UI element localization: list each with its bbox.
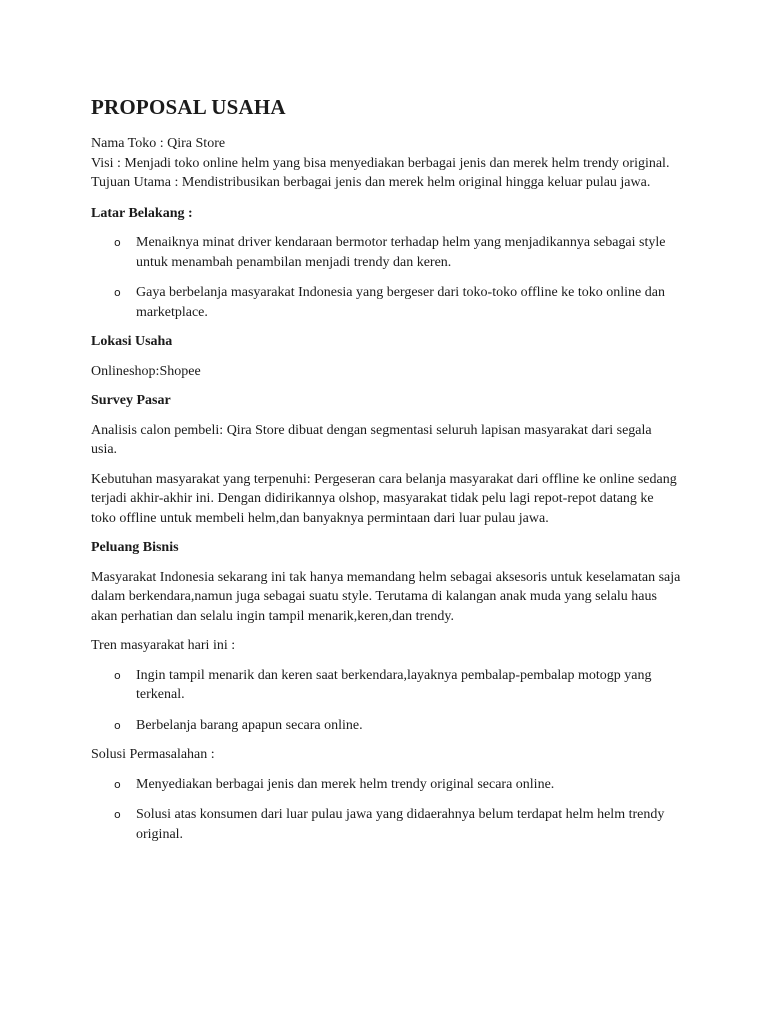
list-item-text: Gaya berbelanja masyarakat Indonesia yang bergeser dari toko-toko offline ke toko online dan marketplace. [136, 285, 665, 320]
list-item [91, 233, 681, 272]
trend-list [91, 666, 681, 736]
survey-heading: Survey Pasar [91, 393, 171, 408]
store-vision: Visi : Menjadi toko online helm yang bisa menyediakan berbagai jenis dan merek helm trendy original. [91, 155, 670, 171]
background-heading: Latar Belakang : [91, 205, 193, 221]
list-item-text: Ingin tampil menarik dan keren saat berkendara,layaknya pembalap-pembalap motogp yang terkenal. [136, 667, 652, 702]
store-info [91, 134, 681, 193]
bullet-icon: o [114, 718, 121, 732]
survey-paragraph-1: Analisis calon pembeli: Qira Store dibuat dengan segmentasi seluruh lapisan masyarakat dari segala usia. [91, 422, 652, 457]
list-item-text: Menaiknya minat driver kendaraan bermotor terhadap helm yang menjadikannya sebagai style untuk menambah penambilan menjadi trendy dan keren. [136, 235, 666, 270]
survey-paragraph-2: Kebutuhan masyarakat yang terpenuhi: Pergeseran cara belanja masyarakat dari offline ke online sedang terjadi akhir-akhir ini. Dengan didirikannya olshop, masyarakat tidak pelu lagi repot-repot datang ke toko offline untuk membeli helm,dan banyaknya permintaan dari luar pulau jawa. [91, 471, 677, 526]
list-item [91, 716, 681, 736]
location-heading: Lokasi Usaha [91, 334, 173, 349]
background-list [91, 233, 681, 322]
location-text: Onlineshop:Shopee [91, 363, 201, 379]
bullet-icon: o [114, 286, 121, 299]
list-item [91, 805, 681, 844]
list-item-text: Berbelanja barang apapun secara online. [136, 717, 363, 733]
bullet-icon: o [114, 668, 121, 682]
solution-label: Solusi Permasalahan : [91, 747, 215, 762]
bullet-icon: o [114, 777, 121, 791]
list-item [91, 283, 681, 322]
bullet-icon: o [114, 808, 121, 821]
solution-list [91, 775, 681, 845]
document-content [91, 93, 681, 854]
document-title: PROPOSAL USAHA [91, 95, 286, 119]
trend-label: Tren masyarakat hari ini : [91, 638, 236, 653]
opportunity-heading: Peluang Bisnis [91, 540, 179, 555]
list-item [91, 666, 681, 705]
opportunity-paragraph: Masyarakat Indonesia sekarang ini tak hanya memandang helm sebagai aksesoris untuk keselamatan saja dalam berkendara,namun juga sebagai suatu style. Terutama di kalangan anak muda yang selalu haus akan perhatian dan selalu ingin tampil menarik,keren,dan trendy. [91, 569, 681, 624]
list-item-text: Menyediakan berbagai jenis dan merek helm trendy original secara online. [136, 776, 555, 792]
bullet-icon: o [114, 236, 121, 249]
list-item-text: Solusi atas konsumen dari luar pulau jawa yang didaerahnya belum terdapat helm helm trendy original. [136, 807, 665, 842]
store-goal: Tujuan Utama : Mendistribusikan berbagai jenis dan merek helm original hingga keluar pulau jawa. [91, 175, 651, 190]
list-item [91, 775, 681, 795]
store-name: Nama Toko : Qira Store [91, 136, 226, 151]
